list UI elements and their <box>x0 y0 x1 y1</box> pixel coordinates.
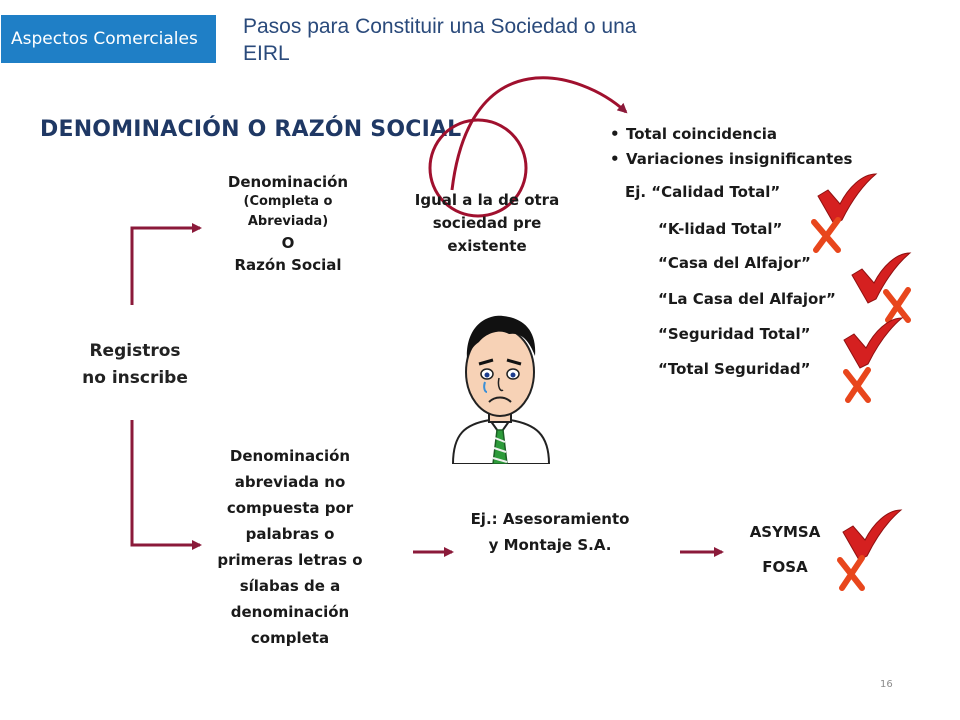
example-5: “Total Seguridad” <box>658 360 811 378</box>
page-number: 16 <box>880 679 893 690</box>
ejemplo-line-2: y Montaje S.A. <box>488 536 612 554</box>
denom-top-line-4: O <box>281 234 295 252</box>
denom-top-line-3: Abreviada) <box>247 214 329 229</box>
bullet-item: • Variaciones insignificantes <box>610 147 852 172</box>
denom-top-line-5: Razón Social <box>234 256 342 274</box>
example-2: “Casa del Alfajor” <box>658 254 811 272</box>
cross-icon <box>840 558 862 588</box>
check-icon <box>843 510 901 560</box>
denom-top-line-2: (Completa o <box>243 194 333 209</box>
denom-bottom-line: primeras letras o <box>217 551 363 569</box>
example-3: “La Casa del Alfajor” <box>658 290 836 308</box>
section-badge: Aspectos Comerciales <box>1 15 216 63</box>
denom-bottom-line: completa <box>250 629 330 647</box>
check-icon <box>818 174 876 224</box>
denom-top-line-1: Denominación <box>227 173 349 191</box>
denom-bottom-line: abreviada no <box>234 473 346 491</box>
sigla-fosa: FOSA <box>762 558 808 576</box>
denom-bottom-line: Denominación <box>229 447 351 465</box>
subtitle-line-1: Pasos para Constituir una Sociedad o una <box>243 15 637 38</box>
subtitle-line-2: EIRL <box>243 42 290 65</box>
denom-bottom-line: compuesta por <box>226 499 354 517</box>
cross-icon <box>846 370 868 400</box>
bullet-item: • Total coincidencia <box>610 122 852 147</box>
cross-icon <box>814 220 838 250</box>
igual-line-1: Igual a la de otra <box>414 191 560 209</box>
slide-title: DENOMINACIÓN O RAZÓN SOCIAL <box>40 117 462 142</box>
worried-man-illustration <box>445 312 555 464</box>
ejemplo-line-1: Ej.: Asesoramiento <box>470 510 630 528</box>
denominacion-bottom <box>200 443 380 651</box>
example-0: Ej. “Calidad Total” <box>625 183 781 201</box>
ejemplo-bottom <box>455 506 645 558</box>
denom-bottom-line: denominación <box>230 603 350 621</box>
example-1: “K-lidad Total” <box>658 220 783 238</box>
denom-bottom-line: sílabas de a <box>239 577 341 595</box>
sigla-asymsa: ASYMSA <box>749 523 821 541</box>
example-4: “Seguridad Total” <box>658 325 811 343</box>
denom-bottom-line: palabras o <box>245 525 335 543</box>
registros-line-1: Registros <box>89 341 181 361</box>
igual-line-2: sociedad pre <box>432 214 542 232</box>
registros-line-2: no inscribe <box>82 368 188 388</box>
igual-line-3: existente <box>447 237 527 255</box>
cross-icon <box>886 290 908 320</box>
check-icon <box>844 318 902 368</box>
